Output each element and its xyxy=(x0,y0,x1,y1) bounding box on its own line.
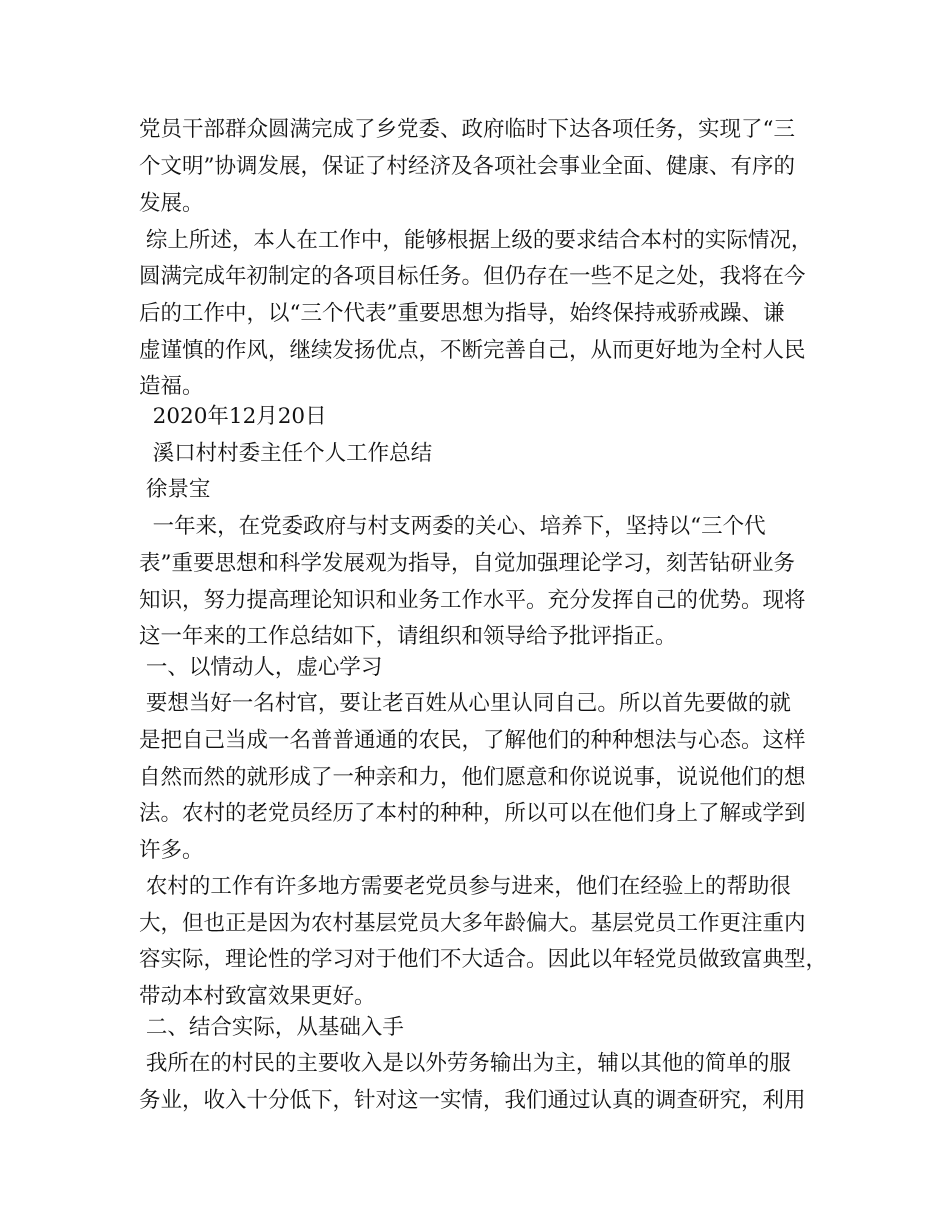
text-line: 综上所述，本人在工作中，能够根据上级的要求结合本村的实际情况， xyxy=(139,228,813,253)
text-line: 知识，努力提高理论知识和业务工作水平。充分发挥自己的优势。现将 xyxy=(139,588,806,613)
text-line: 虚谨慎的作风，继续发扬优点，不断完善自己，从而更好地为全村人民 xyxy=(139,338,806,363)
text-line: 这一年来的工作总结如下，请组织和领导给予批评指正。 xyxy=(139,624,677,649)
section-heading: 二、结合实际，从基础入手 xyxy=(139,1015,404,1040)
text-line: 法。农村的老党员经历了本村的种种，所以可以在他们身上了解或学到 xyxy=(139,801,806,826)
text-line: 发展。 xyxy=(139,191,204,216)
text-line: 是把自己当成一名普普通通的农民，了解他们的种种想法与心态。这样 xyxy=(139,728,806,753)
text-line: 要想当好一名村官，要让老百姓从心里认同自己。所以首先要做的就 xyxy=(139,691,791,716)
text-line: 自然而然的就形成了一种亲和力，他们愿意和你说说事，说说他们的想 xyxy=(139,765,806,790)
text-line: 我所在的村民的主要收入是以外劳务输出为主，辅以其他的简单的服 xyxy=(139,1051,791,1076)
text-line: 造福。 xyxy=(139,374,204,399)
text-line: 许多。 xyxy=(139,838,204,863)
text-line: 一年来，在党委政府与村支两委的关心、培养下，坚持以“三个代 xyxy=(139,514,766,539)
text-line: 务业，收入十分低下，针对这一实情，我们通过认真的调查研究，利用 xyxy=(139,1088,806,1113)
text-line: 党员干部群众圆满完成了乡党委、政府临时下达各项任务，实现了“三 xyxy=(139,117,795,142)
section-title: 溪口村村委主任个人工作总结 xyxy=(139,441,433,466)
text-line: 农村的工作有许多地方需要老党员参与进来，他们在经验上的帮助很 xyxy=(139,874,791,899)
text-line: 表”重要思想和科学发展观为指导，自觉加强理论学习，刻苦钻研业务 xyxy=(139,551,795,576)
text-line: 大，但也正是因为农村基层党员大多年龄偏大。基层党员工作更注重内 xyxy=(139,911,806,936)
date-line: 2020年12月20日 xyxy=(139,404,327,429)
text-line: 容实际，理论性的学习对于他们不大适合。因此以年轻党员做致富典型， xyxy=(139,947,828,972)
author-name: 徐景宝 xyxy=(139,477,211,502)
text-line: 后的工作中，以“三个代表”重要思想为指导，始终保持戒骄戒躁、谦 xyxy=(139,301,785,326)
text-line: 圆满完成年初制定的各项目标任务。但仍存在一些不足之处，我将在今 xyxy=(139,264,806,289)
text-line: 个文明”协调发展，保证了村经济及各项社会事业全面、健康、有序的 xyxy=(139,154,795,179)
section-heading: 一、以情动人，虚心学习 xyxy=(139,655,383,680)
text-line: 带动本村致富效果更好。 xyxy=(139,984,376,1009)
